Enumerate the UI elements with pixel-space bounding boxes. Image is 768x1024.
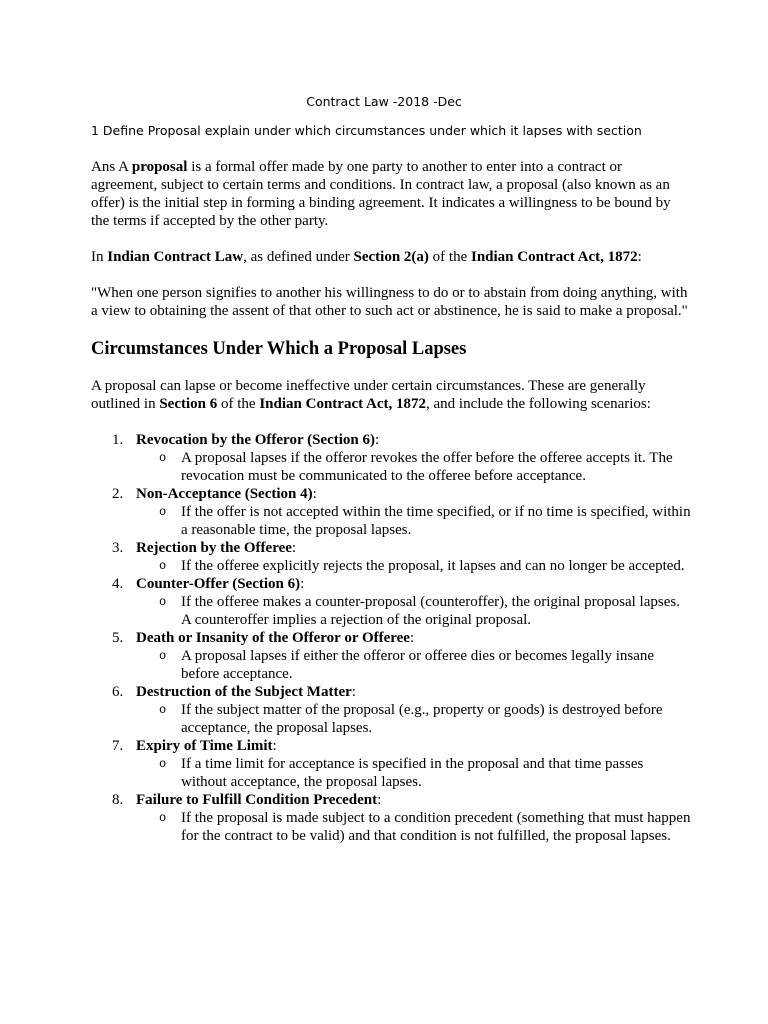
scenario-number: 2. bbox=[112, 486, 124, 502]
scenario-detail-item bbox=[159, 593, 691, 629]
bullet-icon: o bbox=[159, 505, 167, 519]
scenario-detail: If the offeree explicitly rejects the proposal, it lapses and can no longer be accepted. bbox=[181, 558, 685, 574]
definition-part1: In bbox=[91, 249, 108, 265]
question-text: 1 Define Proposal explain under which circumstances under which it lapses with section bbox=[91, 123, 642, 138]
scenario-colon: : bbox=[300, 576, 305, 592]
scenario-title: Counter-Offer (Section 6) bbox=[136, 576, 301, 592]
scenario-sublist bbox=[136, 701, 691, 737]
scenario-colon: : bbox=[312, 486, 317, 502]
scenario-detail-item bbox=[159, 449, 691, 485]
answer-prefix: Ans A bbox=[91, 159, 132, 175]
scenario-detail: If the proposal is made subject to a condition precedent (something that must happen for the contract to be valid) and that condition is not fulfilled, the proposal lapses. bbox=[181, 810, 691, 844]
lapse-intro-section: Section 6 bbox=[159, 396, 218, 412]
scenario-title: Rejection by the Offeree bbox=[136, 540, 292, 556]
document-title: Contract Law -2018 -Dec bbox=[306, 94, 462, 109]
scenario-colon: : bbox=[291, 540, 297, 556]
lapse-intro-part2: of the bbox=[217, 396, 260, 412]
bullet-icon: o bbox=[159, 451, 167, 465]
scenario-sublist bbox=[136, 593, 691, 629]
scenario-number: 5. bbox=[112, 630, 124, 646]
scenario-detail-item bbox=[159, 755, 691, 791]
scenario-title: Revocation by the Offeror (Section 6) bbox=[136, 432, 375, 448]
scenario-number: 6. bbox=[112, 684, 124, 700]
scenario-sublist bbox=[136, 503, 691, 539]
section-heading: Circumstances Under Which a Proposal Lapses bbox=[91, 339, 467, 359]
lapse-intro-part1: A proposal can lapse or become ineffective under certain circumstances. These are generally outlined in bbox=[91, 378, 646, 412]
scenario-sublist bbox=[136, 557, 691, 575]
scenario-sublist bbox=[136, 755, 691, 791]
scenario-detail-item bbox=[159, 503, 691, 539]
scenario-detail-item bbox=[159, 809, 691, 845]
bullet-icon: o bbox=[159, 757, 167, 771]
scenario-colon: : bbox=[351, 684, 356, 700]
definition-act: Indian Contract Act, 1872 bbox=[470, 249, 638, 265]
scenario-title: Expiry of Time Limit bbox=[136, 738, 273, 754]
scenario-detail-item bbox=[159, 647, 691, 683]
document-body bbox=[91, 158, 691, 845]
definition-paragraph bbox=[91, 248, 691, 266]
scenario-colon: : bbox=[377, 792, 382, 808]
scenario-detail: If the offer is not accepted within the time specified, or if no time is specified, within a reasonable time, the proposal lapses. bbox=[181, 504, 691, 538]
scenario-sublist bbox=[136, 809, 691, 845]
scenario-colon: : bbox=[374, 432, 380, 448]
scenario-number: 3. bbox=[112, 540, 124, 556]
bullet-icon: o bbox=[159, 559, 167, 573]
scenario-detail: If the subject matter of the proposal (e.g., property or goods) is destroyed before acceptance, the proposal lapses. bbox=[181, 702, 663, 736]
answer-text: is a formal offer made by one party to another to enter into a contract or agreement, subject to certain terms and conditions. In contract law, a proposal (also known as an offer) is the initial step in forming a binding agreement. It indicates a willingness to be bound by the terms if accepted by the other party. bbox=[91, 159, 671, 229]
lapse-intro-paragraph bbox=[91, 377, 691, 413]
scenario-detail: If the offeree makes a counter-proposal (counteroffer), the original proposal lapses. A counteroffer implies a rejection of the original proposal. bbox=[181, 594, 680, 628]
scenario-item bbox=[112, 431, 691, 485]
scenario-number: 4. bbox=[112, 576, 124, 592]
answer-term: proposal bbox=[131, 159, 188, 175]
bullet-icon: o bbox=[159, 649, 167, 663]
scenario-number: 1. bbox=[112, 432, 124, 448]
scenario-title: Destruction of the Subject Matter bbox=[136, 684, 352, 700]
scenario-number: 7. bbox=[112, 738, 124, 754]
scenario-list bbox=[91, 431, 691, 845]
scenario-detail-item bbox=[159, 557, 691, 575]
scenario-number: 8. bbox=[112, 792, 124, 808]
definition-quote: "When one person signifies to another his willingness to do or to abstain from doing anything, with a view to obtaining the assent of that other to such act or abstinence, he is said to make a proposal." bbox=[91, 285, 688, 319]
scenario-item bbox=[112, 539, 691, 575]
scenario-sublist bbox=[136, 449, 691, 485]
scenario-item bbox=[112, 683, 691, 737]
scenario-detail: If a time limit for acceptance is specified in the proposal and that time passes without acceptance, the proposal lapses. bbox=[181, 756, 644, 790]
scenario-item bbox=[112, 737, 691, 791]
scenario-detail: A proposal lapses if either the offeror or offeree dies or becomes legally insane before acceptance. bbox=[181, 648, 655, 682]
scenario-detail-item bbox=[159, 701, 691, 737]
scenario-item bbox=[112, 575, 691, 629]
definition-section: Section 2(a) bbox=[353, 249, 429, 265]
definition-part2: , as defined under bbox=[243, 249, 354, 265]
scenario-colon: : bbox=[272, 738, 277, 754]
lapse-intro-act: Indian Contract Act, 1872 bbox=[259, 396, 426, 412]
lapse-intro-part3: , and include the following scenarios: bbox=[426, 396, 651, 412]
scenario-item bbox=[112, 791, 691, 845]
definition-law: Indian Contract Law bbox=[107, 249, 244, 265]
definition-part3: of the bbox=[428, 249, 471, 265]
scenario-detail: A proposal lapses if the offeror revokes the offer before the offeree accepts it. The revocation must be communicated to the offeree before acceptance. bbox=[181, 450, 673, 484]
scenario-title: Death or Insanity of the Offeror or Offeree bbox=[136, 630, 410, 646]
definition-part4: : bbox=[637, 249, 642, 265]
scenario-sublist bbox=[136, 647, 691, 683]
scenario-title: Failure to Fulfill Condition Precedent bbox=[136, 792, 378, 808]
scenario-item bbox=[112, 485, 691, 539]
bullet-icon: o bbox=[159, 811, 167, 825]
bullet-icon: o bbox=[159, 703, 167, 717]
answer-paragraph bbox=[91, 158, 691, 230]
scenario-title: Non-Acceptance (Section 4) bbox=[136, 486, 313, 502]
scenario-colon: : bbox=[409, 630, 415, 646]
bullet-icon: o bbox=[159, 595, 167, 609]
scenario-item bbox=[112, 629, 691, 683]
